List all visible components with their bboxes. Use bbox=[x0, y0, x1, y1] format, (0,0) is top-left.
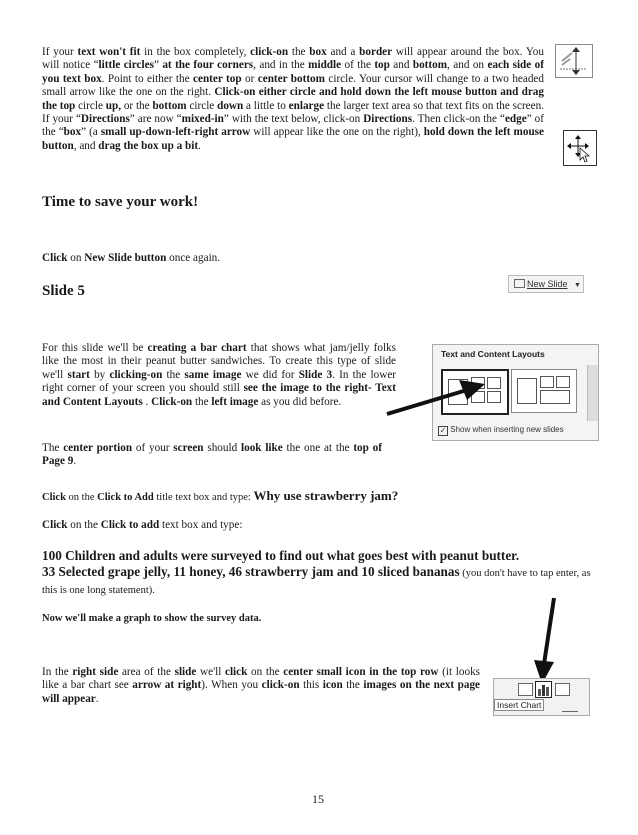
double-arrow-icon bbox=[556, 45, 592, 77]
insert-clipart-icon[interactable] bbox=[555, 683, 570, 696]
insert-table-icon[interactable] bbox=[518, 683, 533, 696]
new-slide-button[interactable] bbox=[508, 275, 584, 293]
bar-chart-icon bbox=[536, 682, 551, 697]
survey-line-2: 33 Selected grape jelly, 11 honey, 46 strawberry jam and 10 sliced bananas (you don't have to tap enter, as this is one long statement). bbox=[42, 563, 591, 596]
slide5-heading: Slide 5 bbox=[42, 283, 85, 299]
pointer-arrow-icon bbox=[385, 366, 495, 416]
show-layouts-checkbox-label: Show when inserting new slides bbox=[450, 425, 564, 434]
make-graph-instruction: Now we'll make a graph to show the survey data. bbox=[42, 613, 262, 624]
bar-chart-paragraph: For this slide we'll be creating a bar chart that shows what jam/jelly folks like the most in their peanut butter sandwiches. To create this type of slide we'll start by clicking-on the same image we did for Slide 3. In the lower right corner of your screen you should still see the image to the right- Text and Content Layouts . Click-on the left image as you did before. bbox=[42, 342, 397, 408]
layout-thumbnail-right[interactable] bbox=[511, 369, 577, 413]
survey-line-1: 100 Children and adults were surveyed to find out what goes best with peanut butter. bbox=[42, 548, 520, 563]
move-cursor-figure bbox=[563, 130, 597, 166]
click-text-instruction: Click on the Click to add text box and type: bbox=[42, 519, 243, 531]
dropdown-arrow-icon: ▼ bbox=[574, 282, 581, 289]
layouts-panel-title: Text and Content Layouts bbox=[441, 349, 545, 359]
insert-chart-icon[interactable] bbox=[535, 681, 552, 698]
panel-scrollbar[interactable] bbox=[587, 365, 598, 421]
new-slide-label: New Slide bbox=[527, 279, 568, 289]
down-arrow-icon bbox=[532, 596, 562, 686]
move-arrow-icon bbox=[564, 131, 596, 165]
content-icons-figure bbox=[493, 678, 590, 716]
center-portion-paragraph: The center portion of your screen should look like the one at the top of Page 9. bbox=[42, 442, 382, 468]
click-title-instruction: Click on the Click to Add title text box and type: Why use strawberry jam? bbox=[42, 488, 399, 503]
save-heading: Time to save your work! bbox=[42, 194, 199, 210]
resize-cursor-figure bbox=[555, 44, 593, 78]
insert-chart-tooltip: Insert Chart bbox=[494, 699, 544, 711]
insert-media-icon[interactable] bbox=[562, 701, 578, 712]
chart-icon-paragraph: In the right side area of the slide we'll click on the center small icon in the top row (it looks like a bar chart see arrow at right). When you click-on this icon the images on the next page will appear. bbox=[42, 666, 481, 705]
new-slide-icon bbox=[514, 279, 525, 288]
text-fit-paragraph: If your text won't fit in the box completely, click-on the box and a border will appear around the box. You will notice “little circles” at the four corners, and in the middle of the top and bottom, and on each side of you text box. Point to either the center top or center bottom circle. Your cursor will change to a two headed small arrow like the one on the right. Click-on either circle and hold down the left mouse button and drag the top circle up, or the bottom circle down a little to enlarge the larger text area so that text fits on the screen. If your “Directions” are now “mixed-in” with the text below, click-on Directions. Then click-on the “edge” of the “box” (a small up-down-left-right arrow will appear like the one on the right), hold down the left mouse button, and drag the box up a bit. bbox=[42, 46, 544, 152]
show-layouts-checkbox-row[interactable] bbox=[438, 425, 564, 436]
survey-text-block bbox=[42, 548, 608, 599]
new-slide-instruction: Click on New Slide button once again. bbox=[42, 252, 221, 264]
checkbox-checked-icon[interactable]: ✓ bbox=[439, 426, 447, 435]
page-number: 15 bbox=[312, 792, 324, 806]
